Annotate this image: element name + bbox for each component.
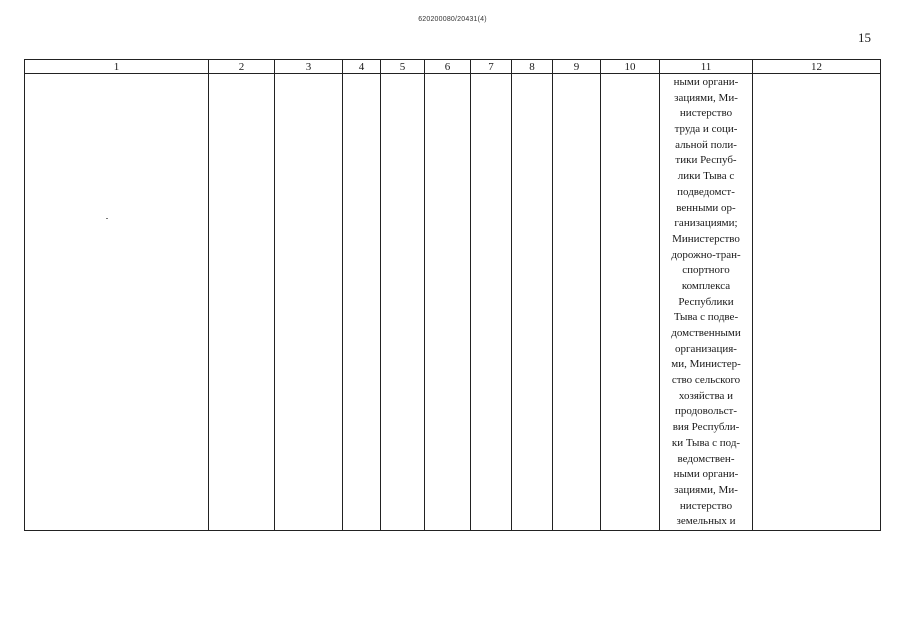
data-table — [24, 59, 881, 531]
cell-col-6 — [425, 74, 471, 531]
header-row — [25, 60, 881, 74]
column-header-12: 12 — [753, 60, 881, 74]
column-header-9: 9 — [553, 60, 601, 74]
page-number: 15 — [858, 30, 871, 45]
text-line: зациями, Ми- — [674, 483, 738, 496]
text-line: Республики — [678, 295, 734, 308]
column-header-2: 2 — [209, 60, 275, 74]
text-line: ганизациями; — [674, 217, 738, 230]
text-line: домственными — [671, 327, 741, 339]
text-line: Министерство — [672, 232, 740, 245]
cell-col-7 — [471, 74, 512, 531]
text-line: нистерство — [679, 107, 733, 120]
cell-col-10 — [601, 74, 660, 531]
cell-col-3 — [275, 74, 343, 531]
cell-col-4 — [343, 74, 381, 531]
cell-col-1 — [25, 74, 209, 531]
text-line: земельных и — [676, 515, 736, 528]
text-line: подведомст- — [677, 185, 735, 198]
text-line: лики Тыва с — [677, 170, 735, 183]
text-line: труда и соци- — [674, 123, 738, 136]
cell-col-5 — [381, 74, 425, 531]
column-header-7: 7 — [471, 60, 512, 74]
cell-col-11 — [660, 74, 753, 531]
text-line: организация- — [675, 342, 737, 355]
text-line: ми, Министер- — [671, 358, 741, 371]
text-line: зациями, Ми- — [674, 91, 738, 104]
column-header-4: 4 — [343, 60, 381, 74]
column-header-8: 8 — [512, 60, 553, 74]
text-line: венными ор- — [676, 201, 736, 214]
text-line: спортного — [682, 264, 730, 277]
table-row — [25, 74, 881, 531]
text-line: ными органи- — [673, 76, 739, 88]
text-line: ведомствен- — [677, 452, 735, 465]
document-code: 620200080/20431(4) — [418, 16, 487, 23]
text-line: ки Тыва с под- — [671, 436, 741, 449]
column-header-11: 11 — [660, 60, 753, 74]
column-header-5: 5 — [381, 60, 425, 74]
cell-col-2 — [209, 74, 275, 531]
column-header-6: 6 — [425, 60, 471, 74]
text-line: продовольст- — [675, 405, 737, 418]
cell-col-8 — [512, 74, 553, 531]
text-line: вия Республи- — [672, 421, 740, 434]
text-line: альной поли- — [675, 138, 737, 151]
column-header-10: 10 — [601, 60, 660, 74]
text-line: хозяйства и — [678, 389, 734, 402]
responsible-organizations-text — [663, 75, 749, 530]
text-line: дорожно-тран- — [671, 248, 741, 261]
cell-col-9 — [553, 74, 601, 531]
text-line: тики Респуб- — [675, 154, 737, 167]
text-line: ными органи- — [673, 468, 739, 481]
cell-col-12 — [753, 74, 881, 531]
column-header-1: 1 — [25, 60, 209, 74]
text-line: комплекса — [681, 279, 731, 292]
text-line: Тыва с подве- — [673, 311, 739, 324]
column-header-3: 3 — [275, 60, 343, 74]
text-line: нистерство — [679, 499, 733, 512]
text-line: ство сельского — [671, 374, 741, 387]
